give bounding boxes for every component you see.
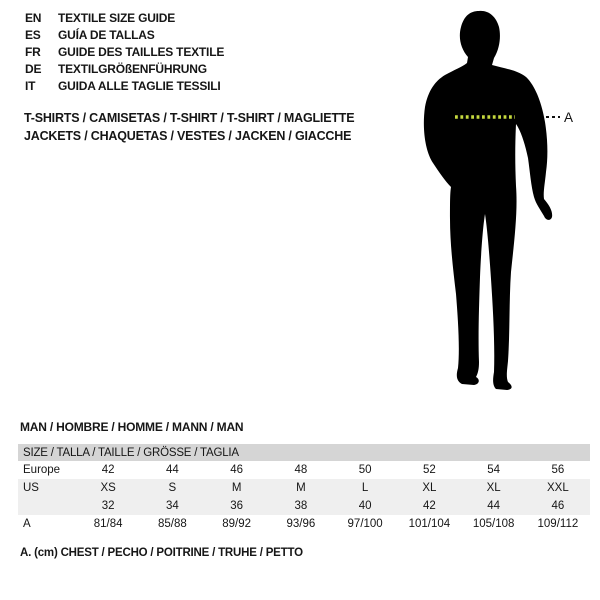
size-cell: 56	[551, 464, 565, 476]
size-row-label: Europe	[23, 464, 61, 476]
language-code: EN	[25, 11, 42, 25]
garment-categories	[24, 109, 354, 145]
size-cell: 97/100	[347, 518, 383, 530]
language-code: FR	[25, 45, 41, 59]
size-cell: 40	[333, 497, 397, 515]
measurement-footnote: A. (cm) CHEST / PECHO / POITRINE / TRUHE / PETTO	[20, 547, 303, 559]
language-title: GUIDE DES TAILLES TEXTILE	[58, 45, 225, 59]
size-table-header: SIZE / TALLA / TAILLE / GRÖSSE / TAGLIA	[18, 444, 590, 461]
size-cell: 36	[205, 497, 269, 515]
language-row	[25, 78, 224, 95]
man-silhouette-svg	[395, 0, 600, 410]
size-cell: 109/112	[537, 518, 579, 530]
size-table	[18, 444, 590, 533]
size-cell: 32	[76, 497, 140, 515]
size-cell: 81/84	[93, 518, 123, 530]
size-cell: 42	[397, 497, 461, 515]
language-row	[25, 27, 224, 44]
size-cell: 89/92	[222, 518, 252, 530]
size-cell: 46	[526, 497, 590, 515]
size-table-row	[18, 479, 590, 497]
size-cell: L	[333, 479, 397, 497]
size-row-label: US	[18, 479, 76, 497]
size-cell: 101/104	[408, 518, 451, 530]
size-row-label	[18, 497, 76, 515]
size-cell: XL	[397, 479, 461, 497]
size-cell: 85/88	[157, 518, 187, 530]
language-row	[25, 61, 224, 78]
size-cell: 50	[358, 464, 372, 476]
size-table-row	[18, 461, 590, 479]
size-cell: 52	[422, 464, 436, 476]
size-table-header-row	[18, 444, 590, 461]
size-cell: M	[269, 479, 333, 497]
language-code: DE	[25, 62, 42, 76]
language-code: ES	[25, 28, 41, 42]
size-cell: M	[205, 479, 269, 497]
language-title: GUÍA DE TALLAS	[58, 28, 155, 42]
size-cell: 44	[462, 497, 526, 515]
section-title: MAN / HOMBRE / HOMME / MANN / MAN	[20, 420, 244, 434]
size-cell: 54	[487, 464, 501, 476]
language-title: TEXTILGRÖßENFÜHRUNG	[58, 62, 207, 76]
size-cell: XL	[462, 479, 526, 497]
size-cell: 48	[294, 464, 308, 476]
size-cell: S	[140, 479, 204, 497]
language-row	[25, 10, 224, 27]
size-table-row	[18, 515, 590, 533]
size-table-row	[18, 497, 590, 515]
size-cell: 34	[140, 497, 204, 515]
size-cell: XS	[76, 479, 140, 497]
man-silhouette-figure	[395, 0, 600, 410]
language-title: GUIDA ALLE TAGLIE TESSILI	[58, 79, 221, 93]
size-cell: 38	[269, 497, 333, 515]
language-list	[25, 10, 224, 95]
size-cell: 42	[101, 464, 115, 476]
garment-category-line: JACKETS / CHAQUETAS / VESTES / JACKEN / GIACCHE	[24, 129, 352, 143]
language-code: IT	[25, 79, 36, 93]
language-title: TEXTILE SIZE GUIDE	[58, 11, 176, 25]
size-cell: 44	[165, 464, 179, 476]
garment-category-line: T-SHIRTS / CAMISETAS / T-SHIRT / T-SHIRT / MAGLIETTE	[24, 111, 355, 125]
size-row-label: A	[23, 518, 31, 530]
language-row	[25, 44, 224, 61]
size-cell: 93/96	[286, 518, 316, 530]
size-cell: 105/108	[472, 518, 515, 530]
man-silhouette	[424, 11, 552, 390]
size-table-body	[18, 461, 590, 533]
measurement-a-label: A	[564, 110, 574, 125]
size-cell: XXL	[526, 479, 590, 497]
size-cell: 46	[230, 464, 244, 476]
